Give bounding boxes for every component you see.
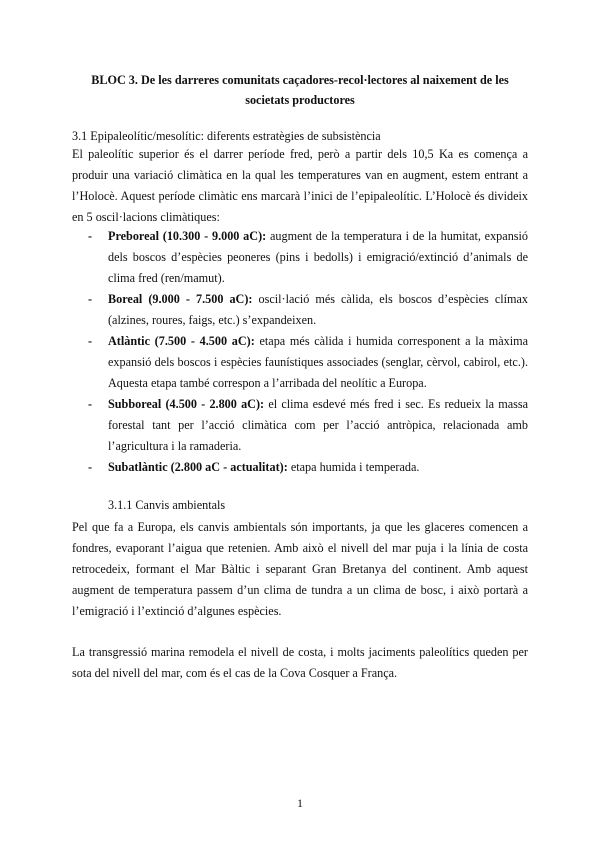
period-term: Boreal (9.000 - 7.500 aC): [108,292,253,306]
climate-periods-list [72,226,528,478]
list-item [72,394,528,457]
bullet-dash-icon: - [88,229,93,243]
bullet-dash-icon: - [88,334,93,348]
bullet-dash-icon: - [88,292,93,306]
period-term: Preboreal (10.300 - 9.000 aC): [108,229,267,243]
bullet-dash-icon: - [88,460,93,474]
period-description: augment de la temperatura i de la humitat, expansió dels boscos d’espècies peoneres (pins i bedolls) i emigració/extinció d’animals de clima fred (ren/mamut). [108,229,529,285]
list-item [72,331,528,394]
period-description: etapa més càlida i humida corresponent a la màxima expansió dels boscos i espècies faunístiques associades (senglar, cèrvol, cabirol, etc.). Aquesta etapa també correspon a l’arribada del neolític a Europa. [108,334,528,390]
marine-transgression-paragraph: La transgressió marina remodela el nivell de costa, i molts jaciments paleolítics queden per sota del nivell del mar, com és el cas de la Cova Cosquer a França. [72,645,528,680]
period-term: Subboreal (4.500 - 2.800 aC): [108,397,265,411]
list-item [72,457,528,478]
subsection-heading: 3.1.1 Canvis ambientals [108,498,226,512]
period-description: etapa humida i temperada. [287,460,420,474]
period-term: Subatlàntic (2.800 aC - actualitat): [108,460,288,474]
page-number: 1 [297,796,303,810]
section-heading: 3.1 Epipaleolític/mesolític: diferents estratègies de subsistència [72,129,381,143]
period-description: oscil·lació més càlida, els boscos d’espècies clímax (alzines, roures, faigs, etc.) s’expandeixen. [108,292,529,327]
list-item [72,226,528,289]
intro-paragraph: El paleolític superior és el darrer període fred, però a partir dels 10,5 Ka es comença a produir una variació climàtica en la qual les temperatures van en augment, estem entrant a l’Holocè. Aquest període climàtic ens marcarà l’inici de l’epipaleolític. L’Holocè és divideix en 5 oscil·lacions climàtiques: [72,147,528,224]
list-item [72,289,528,331]
document-title: BLOC 3. De les darreres comunitats caçadores-recol·lectores al naixement de les societats productores [91,73,509,107]
environmental-changes-paragraph: Pel que fa a Europa, els canvis ambientals són importants, ja que les glaceres comencen a fondres, evaporant l’aigua que retenien. Amb això el nivell del mar puja i la línia de costa retrocedeix, formant el Mar Bàltic i separant Gran Bretanya del continent. Amb aquest augment de temperatura passem d’un clima de tundra a un clima de bosc, i això portarà a l’emigració i l’extinció d’algunes espècies. [72,520,528,618]
period-description: el clima esdevé més fred i sec. Es redueix la massa forestal tant per l’acció climàtica com per l’acció antròpica, relacionada amb l’agricultura i la ramaderia. [108,397,528,453]
bullet-dash-icon: - [88,397,93,411]
period-term: Atlàntic (7.500 - 4.500 aC): [108,334,255,348]
